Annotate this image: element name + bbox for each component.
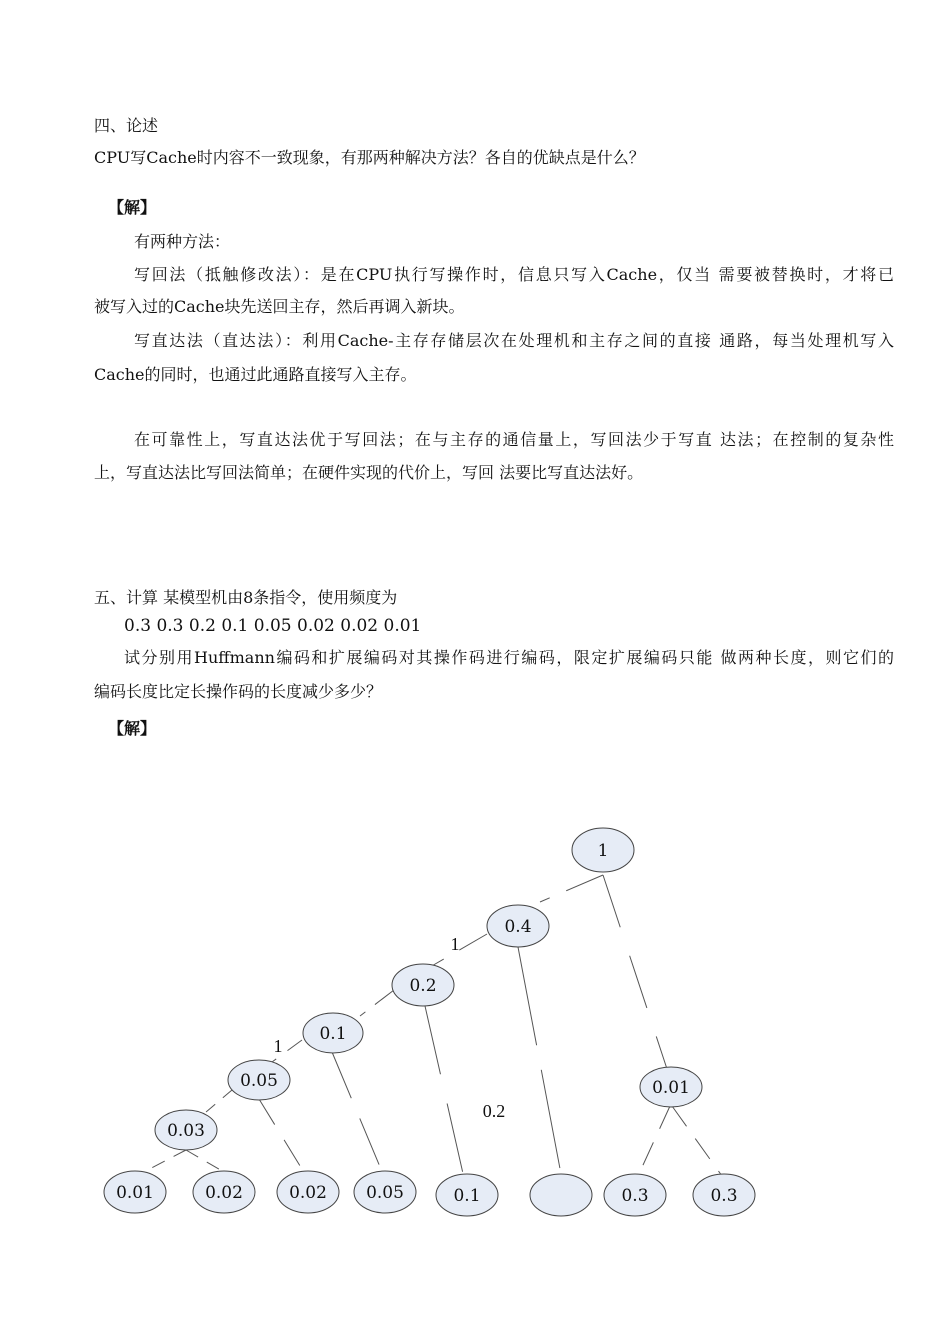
section4-answer-label: 【解】	[108, 198, 157, 217]
tree-node-n02	[392, 964, 454, 1006]
section4-p2-line2: 被写入过的Cache块先送回主存，然后再调入新块。	[94, 297, 465, 316]
tree-leaf-6	[530, 1174, 592, 1216]
section4-p3-line2: Cache的同时，也通过此通路直接写入主存。	[94, 365, 417, 384]
tree-node-n005	[228, 1060, 290, 1100]
section4-heading: 四、论述	[94, 116, 159, 135]
tree-node-n003-label: 0.03	[167, 1121, 205, 1141]
tree-node-n04-label: 0.4	[504, 917, 532, 937]
tree-node-root-label: 1	[597, 841, 609, 861]
section4-p4-line2: 上，写直达法比写回法简单；在硬件实现的代价上，写回 法要比写直达法好。	[94, 463, 644, 482]
edge-n003-l1	[140, 1150, 186, 1174]
edge-n005-n003	[206, 1090, 232, 1112]
edge-label-2: 1	[273, 1036, 283, 1056]
edge-n01-l4	[332, 1052, 383, 1174]
section5-frequencies: 0.3 0.3 0.2 0.1 0.05 0.02 0.02 0.01	[124, 616, 422, 636]
edge-n04-l6	[518, 947, 561, 1174]
tree-node-root	[572, 828, 634, 872]
floating-label-02: 0.2	[482, 1101, 506, 1121]
edge-n003-l2	[186, 1150, 224, 1172]
tree-node-n01	[303, 1013, 363, 1053]
tree-leaf-1	[104, 1171, 166, 1213]
tree-leaf-5-label: 0.1	[453, 1186, 481, 1206]
tree-leaf-3-label: 0.02	[289, 1183, 327, 1203]
tree-leaf-2	[193, 1171, 255, 1213]
tree-leaf-4	[354, 1171, 416, 1213]
edge-n005-l3	[259, 1099, 305, 1174]
section4-question: CPU写Cache时内容不一致现象，有那两种解决方法？各自的优缺点是什么？	[94, 148, 645, 167]
tree-leaf-5	[436, 1174, 498, 1216]
tree-leaf-7	[604, 1174, 666, 1216]
tree-leaf-8	[693, 1174, 755, 1216]
section5-question-line2: 编码长度比定长操作码的长度减少多少？	[94, 682, 383, 701]
section4-p2-line1: 写回法（抵触修改法）：是在CPU执行写操作时，信息只写入Cache，仅当 需要被替换时，才将已	[134, 265, 894, 284]
tree-node-n02-label: 0.2	[409, 976, 437, 996]
tree-node-n005-label: 0.05	[240, 1071, 278, 1091]
tree-leaf-7-label: 0.3	[621, 1186, 649, 1206]
tree-node-n04	[487, 905, 549, 947]
tree-node-n01-label: 0.1	[319, 1024, 347, 1044]
edge-root-n04	[540, 875, 603, 902]
tree-leaf-4-label: 0.05	[366, 1183, 404, 1203]
section4-p3-line1: 写直达法（直达法）：利用Cache-主存存储层次在处理机和主存之间的直接 通路，每当处理机写入	[134, 331, 894, 350]
section4-p1: 有两种方法：	[134, 232, 231, 251]
section5-question-line1: 试分别用Huffmann编码和扩展编码对其操作码进行编码，限定扩展编码只能 做两种长度，则它们的	[124, 648, 894, 667]
tree-edges	[140, 875, 722, 1178]
edge-n02-n01	[360, 990, 394, 1016]
section5-heading: 五、计算 某模型机由8条指令，使用频度为	[94, 588, 398, 607]
tree-node-n003	[155, 1110, 217, 1150]
section4-p4-line1: 在可靠性上，写直达法优于写回法；在与主存的通信量上，写回法少于写直 达法；在控制的复杂性	[134, 430, 894, 449]
edge-n001r-l7	[638, 1106, 670, 1176]
tree-leaf-3	[277, 1171, 339, 1213]
tree-leaf-8-label: 0.3	[710, 1186, 738, 1206]
section5-answer-label: 【解】	[108, 719, 157, 738]
edge-n02-l5	[425, 1006, 464, 1178]
edge-n001r-l8	[672, 1106, 722, 1176]
tree-node-n001r	[640, 1067, 702, 1107]
edge-label-1: 1	[450, 934, 460, 954]
tree-leaf-2-label: 0.02	[205, 1183, 243, 1203]
tree-leaf-1-label: 0.01	[116, 1183, 154, 1203]
edge-root-n001r	[603, 875, 668, 1072]
tree-node-n001r-label: 0.01	[652, 1078, 690, 1098]
